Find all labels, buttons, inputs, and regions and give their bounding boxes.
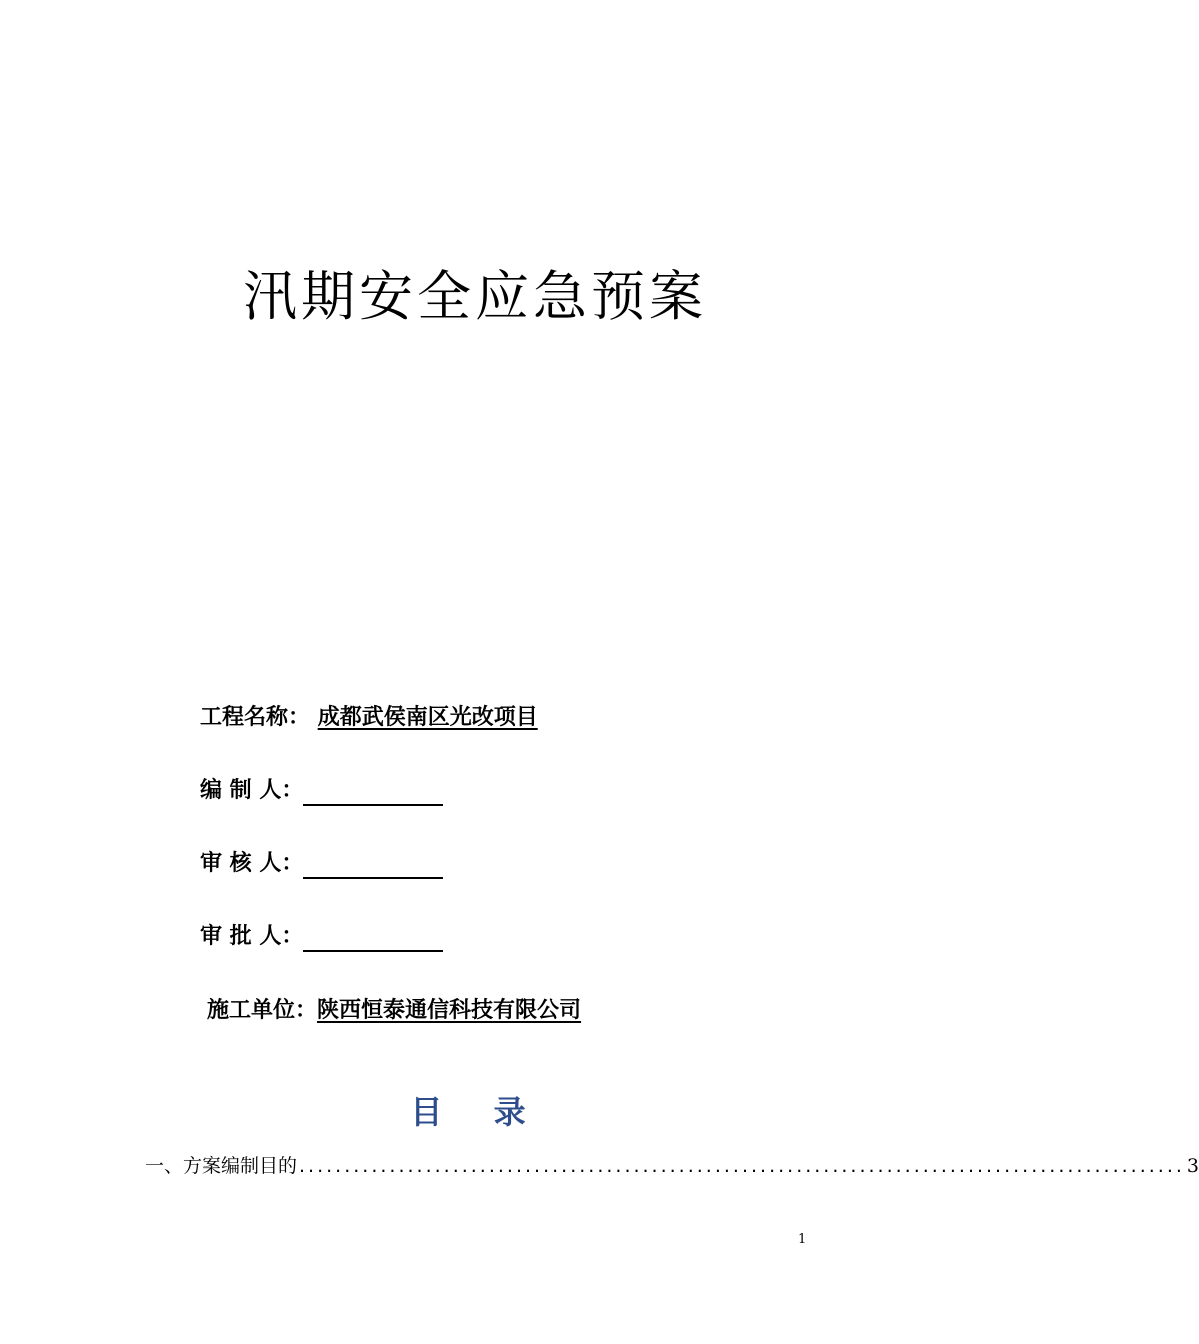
- approver-blank-line: [303, 928, 443, 952]
- project-name-value: 成都武侯南区光改项目: [317, 705, 538, 730]
- construction-unit-field: [207, 996, 581, 1026]
- toc-title: 目 录: [410, 1093, 546, 1131]
- document-title: 汛期安全应急预案: [243, 265, 707, 328]
- editor-blank-line: [303, 782, 443, 806]
- toc-entry-label[interactable]: 一、方案编制目的: [145, 1155, 298, 1177]
- project-name-label: 工程名称：: [200, 705, 311, 730]
- toc-entry[interactable]: [145, 1152, 1199, 1180]
- toc-leader-dots: ..................................................................................................: [299, 1155, 1185, 1177]
- reviewer-blank-line: [303, 855, 443, 879]
- approver-label: 审 批 人：: [200, 924, 304, 949]
- toc-entry-page[interactable]: 3: [1186, 1155, 1199, 1177]
- construction-unit-label: 施工单位：: [207, 998, 318, 1023]
- reviewer-field: [200, 849, 443, 879]
- approver-field: [200, 922, 443, 952]
- editor-label: 编 制 人：: [200, 778, 304, 803]
- reviewer-label: 审 核 人：: [200, 851, 304, 876]
- project-name-field: [200, 703, 538, 733]
- construction-unit-value: 陕西恒泰通信科技有限公司: [317, 998, 582, 1023]
- editor-field: [200, 776, 443, 806]
- page-number: 1: [798, 1232, 807, 1247]
